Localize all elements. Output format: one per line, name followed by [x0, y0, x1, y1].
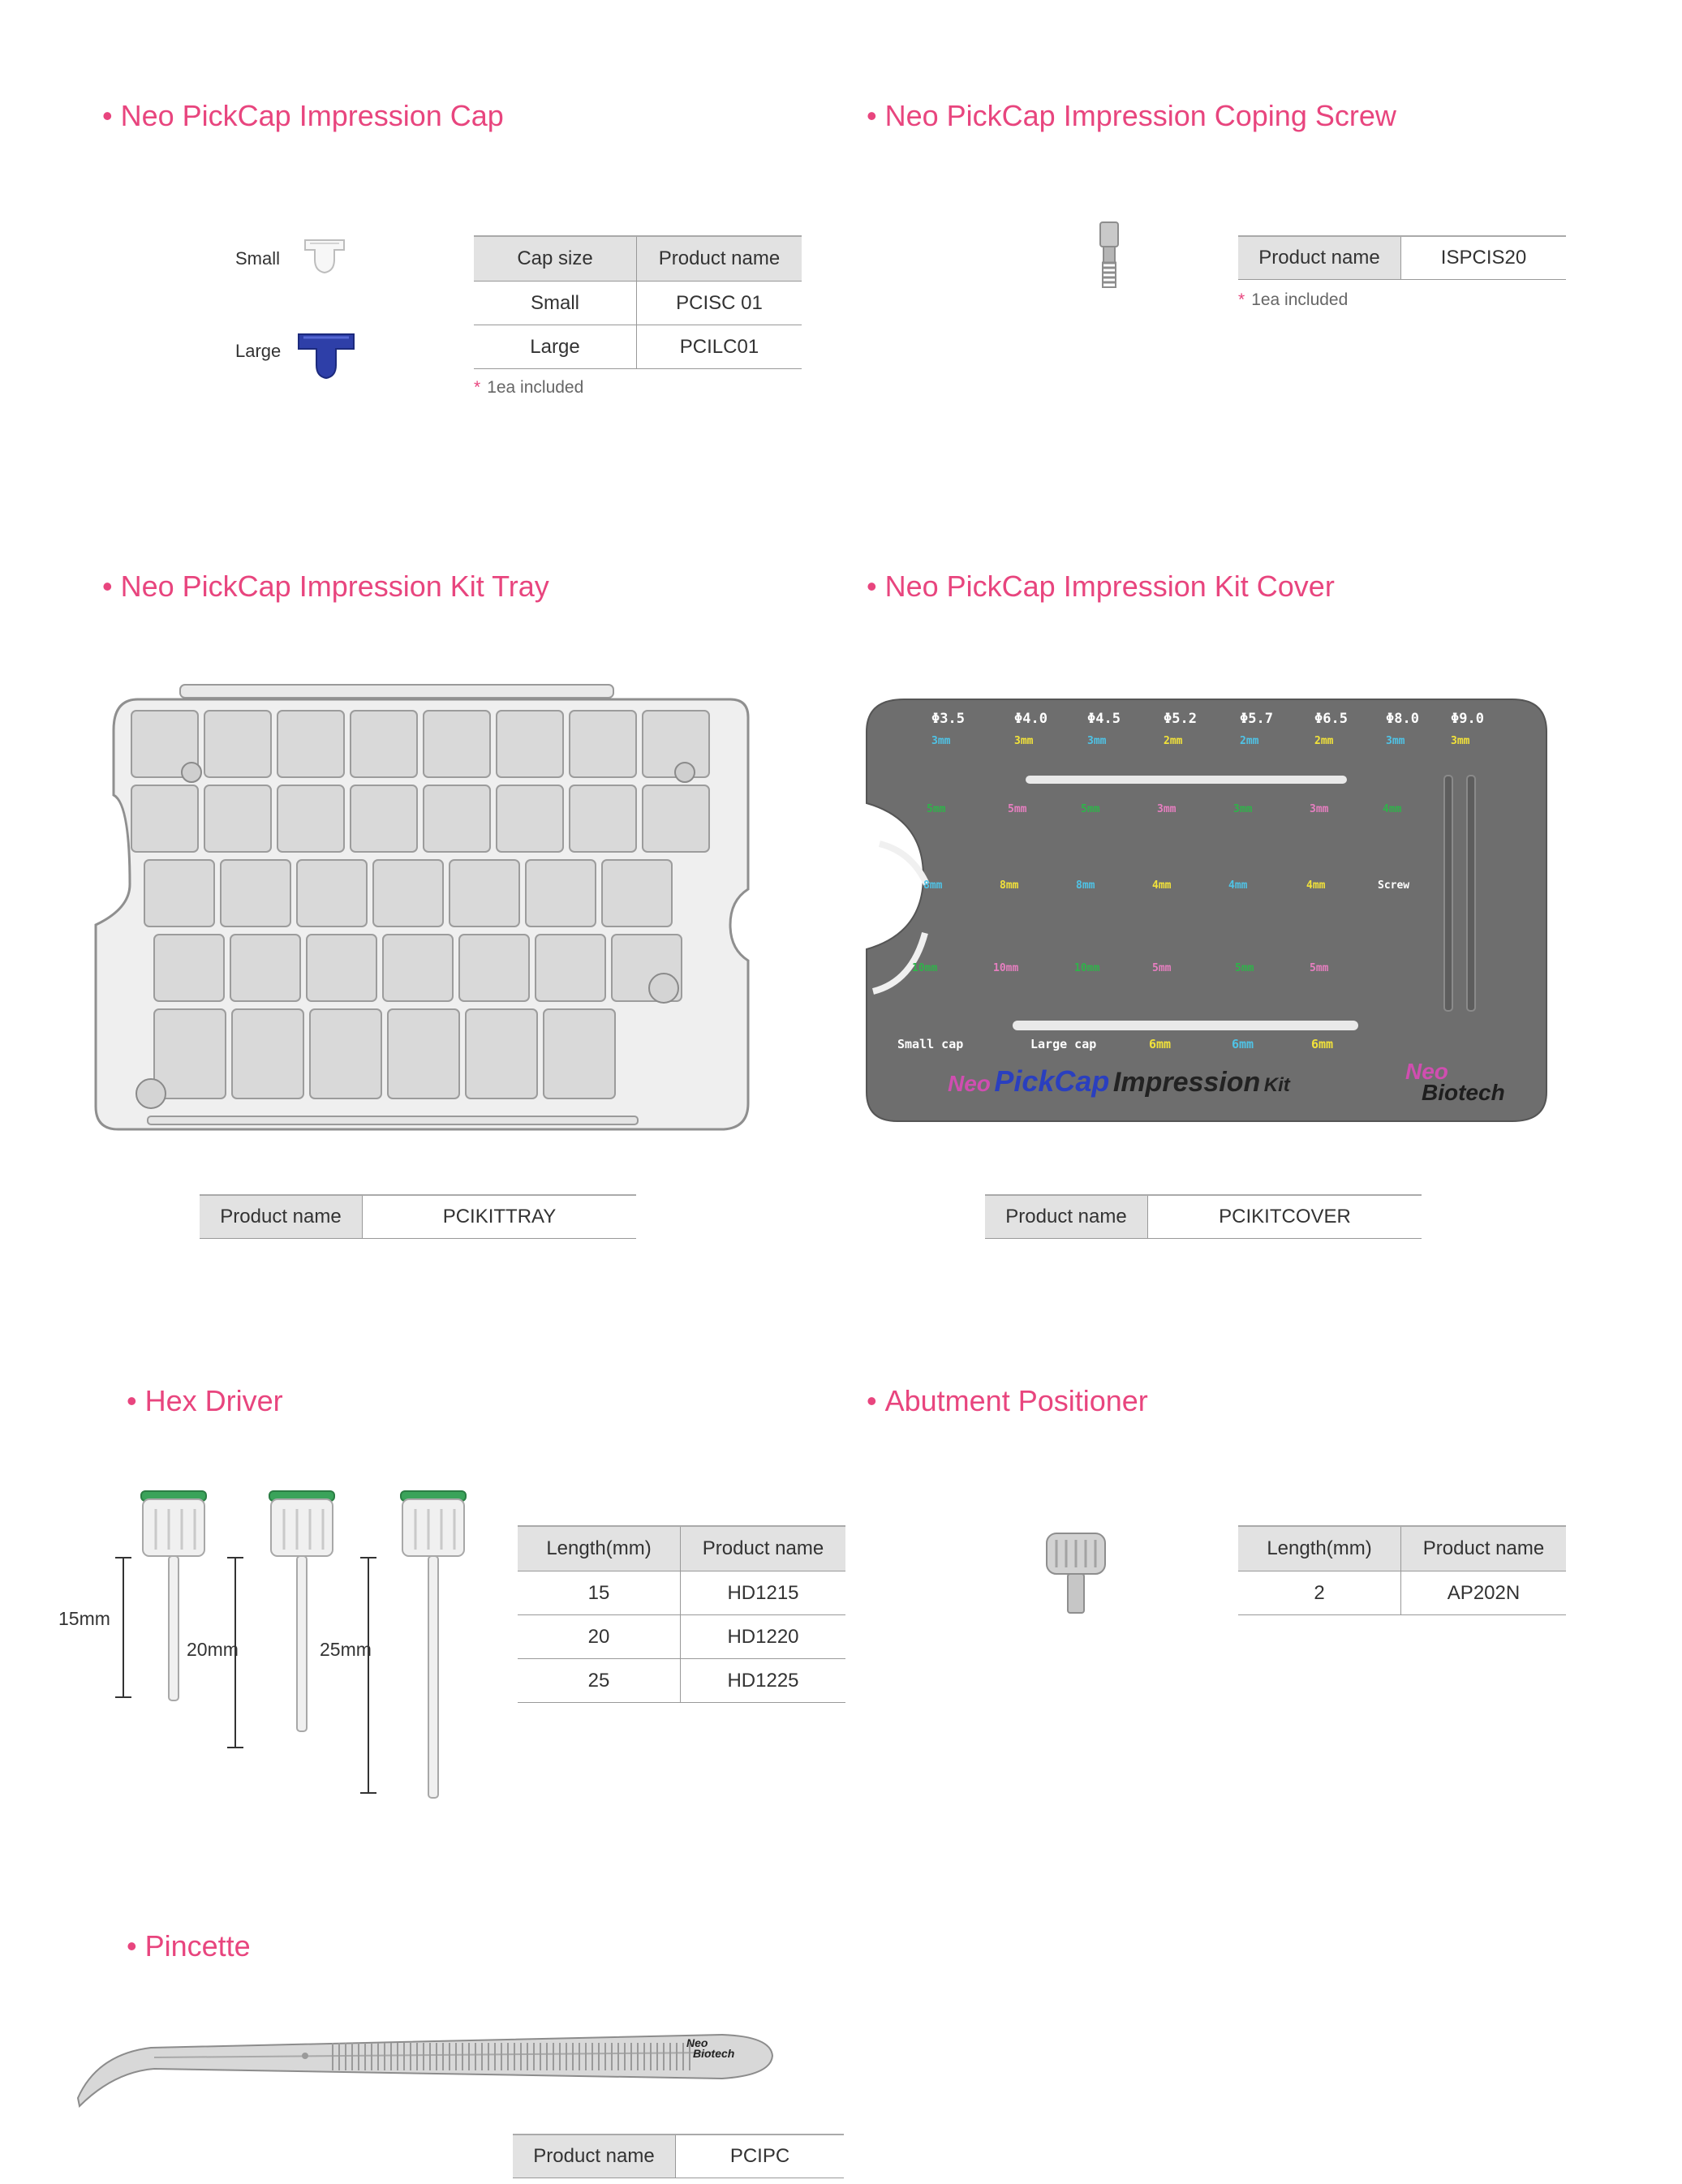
- tray-compartment: [351, 785, 417, 852]
- cover-slot-label: 5mm: [1152, 962, 1172, 974]
- tray-compartment: [221, 860, 290, 926]
- key-product-name: Product name: [200, 1195, 363, 1239]
- table-row: [474, 325, 802, 369]
- cover-slot-label: 6mm: [1149, 1037, 1172, 1051]
- pincette-logo-biotech: Biotech: [693, 2047, 735, 2060]
- cell-length: 15: [518, 1571, 681, 1615]
- tray-compartment: [466, 1009, 537, 1098]
- key-product-name: Product name: [985, 1195, 1148, 1239]
- cover-slot-label: Screw: [1378, 879, 1410, 892]
- tray-compartment: [526, 860, 596, 926]
- cell-product: AP202N: [1401, 1571, 1567, 1615]
- pincette-table: [513, 2134, 844, 2178]
- kit-tray-heading: • Neo PickCap Impression Kit Tray: [102, 570, 549, 603]
- brand-impression: Impression: [1112, 1067, 1261, 1098]
- tray-compartment: [450, 860, 519, 926]
- logo-neo: Neo: [1405, 1059, 1448, 1084]
- table-row: [518, 1615, 845, 1659]
- tray-compartment: [310, 1009, 381, 1098]
- cover-slot-label: 3mm: [1310, 803, 1329, 815]
- coping-screw-image: [1097, 221, 1121, 290]
- cover-slot-label: 5mm: [1310, 962, 1329, 974]
- diameter-label: Φ4.5: [1087, 711, 1121, 727]
- cover-slot-label: 3mm: [1014, 735, 1034, 747]
- diameter-label: Φ3.5: [931, 711, 965, 727]
- dim-25mm: 25mm: [320, 1639, 372, 1660]
- cell-product: HD1225: [681, 1659, 846, 1703]
- cell-product: HD1215: [681, 1571, 846, 1615]
- tray-compartment: [497, 785, 563, 852]
- header-length: Length(mm): [1238, 1526, 1401, 1571]
- hex-driver-image: [97, 1490, 503, 1806]
- tray-compartment: [383, 935, 453, 1001]
- impression-cap-table: [474, 235, 802, 369]
- cover-slot-label: 10mm: [993, 962, 1019, 974]
- coping-screw-table: [1238, 235, 1566, 280]
- large-cap-image: [297, 329, 355, 380]
- dim-20mm: 20mm: [187, 1639, 239, 1660]
- cover-slot-label: 4mm: [1152, 879, 1172, 892]
- cover-slot-label: 10mm: [912, 962, 938, 974]
- coping-screw-heading: • Neo PickCap Impression Coping Screw: [867, 99, 1396, 132]
- diameter-label: Φ9.0: [1451, 711, 1484, 727]
- cover-slot-label: 8mm: [1000, 879, 1019, 892]
- brand-kit: Kit: [1263, 1074, 1290, 1096]
- kit-tray-image: [89, 681, 755, 1136]
- cell-size: Large: [474, 325, 637, 369]
- large-cap-label: Large: [235, 341, 282, 361]
- cover-slot-label: 4mm: [1228, 879, 1248, 892]
- cell-product: PCILC01: [637, 325, 802, 369]
- header-product-name: Product name: [681, 1526, 846, 1571]
- cover-slot-label: 3mm: [1451, 735, 1470, 747]
- cell-product: HD1220: [681, 1615, 846, 1659]
- small-cap-label: Small: [235, 248, 281, 269]
- tray-compartment: [643, 785, 709, 852]
- small-cap-image: [302, 235, 347, 281]
- abutment-positioner-table: [1238, 1525, 1566, 1615]
- table-row: [518, 1659, 845, 1703]
- key-product-name: Product name: [513, 2135, 676, 2178]
- tray-compartment: [204, 785, 271, 852]
- impression-cap-heading: • Neo PickCap Impression Cap: [102, 99, 504, 132]
- cover-slot-label: Large cap: [1030, 1037, 1097, 1051]
- brand-pickcap: PickCap: [994, 1064, 1110, 1098]
- diameter-label: Φ6.5: [1314, 711, 1348, 727]
- cover-slot-label: 6mm: [1232, 1037, 1254, 1051]
- tray-compartment: [297, 860, 367, 926]
- tray-compartment: [131, 785, 198, 852]
- tray-compartment: [154, 935, 224, 1001]
- value-product-name: PCIKITCOVER: [1148, 1195, 1422, 1239]
- tray-compartment: [570, 785, 636, 852]
- cover-slot-label: 3mm: [931, 735, 951, 747]
- tray-compartment: [232, 1009, 303, 1098]
- value-product-name: ISPCIS20: [1401, 236, 1567, 280]
- tray-compartment: [602, 860, 672, 926]
- tray-compartment: [570, 711, 636, 777]
- cover-slot-label: 3mm: [1386, 735, 1405, 747]
- cover-slot-label: 3mm: [1157, 803, 1177, 815]
- cover-slot-label: 5mm: [1008, 803, 1027, 815]
- cover-slot-label: 2mm: [1314, 735, 1334, 747]
- cover-slot-label: 5mm: [1081, 803, 1100, 815]
- tray-compartment: [154, 1009, 226, 1098]
- pincette-logo: [686, 2038, 734, 2059]
- brand-neo: Neo: [948, 1071, 991, 1096]
- kit-cover-heading: • Neo PickCap Impression Kit Cover: [867, 570, 1335, 603]
- diameter-label: Φ8.0: [1386, 711, 1419, 727]
- tray-compartment: [277, 711, 344, 777]
- pincette-logo-neo: Neo: [686, 2036, 708, 2049]
- tray-compartment: [424, 785, 490, 852]
- key-product-name: Product name: [1238, 236, 1401, 280]
- kit-tray-table: [200, 1194, 636, 1239]
- header-cap-size: Cap size: [474, 236, 637, 282]
- dim-15mm: 15mm: [58, 1608, 110, 1629]
- cover-slot-label: 2mm: [1240, 735, 1259, 747]
- value-product-name: PCIKITTRAY: [363, 1195, 637, 1239]
- cover-slot-label: 8mm: [923, 879, 943, 892]
- tray-compartment: [497, 711, 563, 777]
- cover-slot-label: 8mm: [1076, 879, 1095, 892]
- cover-slot-label: 3mm: [1087, 735, 1107, 747]
- cell-product: PCISC 01: [637, 282, 802, 325]
- header-length: Length(mm): [518, 1526, 681, 1571]
- impression-cap-note: * 1ea included: [474, 378, 584, 397]
- kit-cover-table: [985, 1194, 1422, 1239]
- cover-slot-label: 6mm: [1311, 1037, 1334, 1051]
- tray-compartment: [351, 711, 417, 777]
- tray-compartment: [424, 711, 490, 777]
- tray-compartment: [144, 860, 214, 926]
- cell-length: 25: [518, 1659, 681, 1703]
- table-row: [474, 282, 802, 325]
- cover-slot-label: 5mm: [1235, 962, 1254, 974]
- cell-length: 20: [518, 1615, 681, 1659]
- cell-size: Small: [474, 282, 637, 325]
- tray-compartment: [388, 1009, 459, 1098]
- tray-compartment: [459, 935, 529, 1001]
- hex-driver-table: [518, 1525, 845, 1703]
- tray-compartment: [373, 860, 443, 926]
- cover-slot-label: 4mm: [1383, 803, 1402, 815]
- abutment-positioner-image: [1043, 1530, 1108, 1616]
- kit-cover-image: [863, 698, 1546, 1123]
- header-product-name: Product name: [637, 236, 802, 282]
- tray-compartment: [536, 935, 605, 1001]
- table-row: [518, 1571, 845, 1615]
- pincette-heading: • Pincette: [127, 1929, 251, 1963]
- tray-compartment: [544, 1009, 615, 1098]
- cover-slot-label: 5mm: [927, 803, 946, 815]
- cover-slot-label: 10mm: [1074, 962, 1100, 974]
- hex-driver-heading: • Hex Driver: [127, 1384, 283, 1417]
- tray-compartment: [204, 711, 271, 777]
- tray-compartment: [307, 935, 376, 1001]
- cover-slot-label: 2mm: [1164, 735, 1183, 747]
- pincette-image: [73, 2020, 779, 2117]
- value-product-name: PCIPC: [676, 2135, 845, 2178]
- abutment-positioner-heading: • Abutment Positioner: [867, 1384, 1148, 1417]
- coping-screw-note: * 1ea included: [1238, 290, 1349, 309]
- logo-biotech: Biotech: [1422, 1080, 1505, 1105]
- tray-compartment: [230, 935, 300, 1001]
- cover-slot-label: 3mm: [1233, 803, 1253, 815]
- cover-slot-label: Small cap: [897, 1037, 964, 1051]
- header-product-name: Product name: [1401, 1526, 1567, 1571]
- tray-compartment: [277, 785, 344, 852]
- table-row: [1238, 1571, 1566, 1615]
- diameter-label: Φ4.0: [1014, 711, 1047, 727]
- diameter-label: Φ5.2: [1164, 711, 1197, 727]
- cover-slot-label: 4mm: [1306, 879, 1326, 892]
- cell-length: 2: [1238, 1571, 1401, 1615]
- diameter-label: Φ5.7: [1240, 711, 1273, 727]
